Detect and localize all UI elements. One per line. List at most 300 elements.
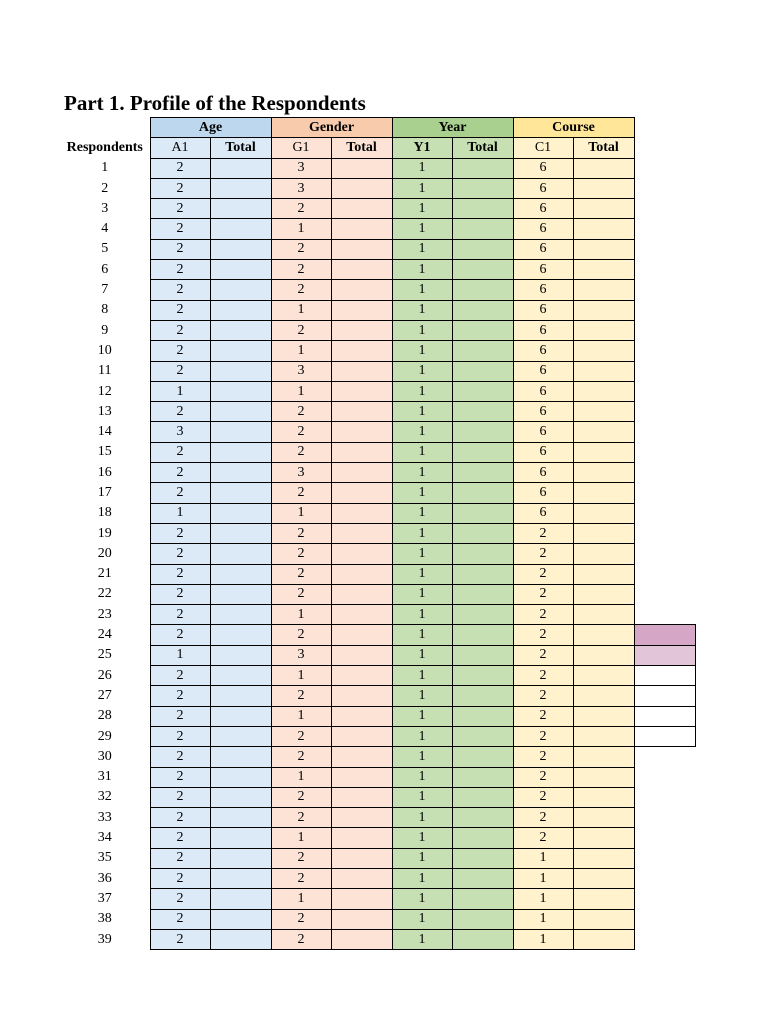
course-c1-cell[interactable]: 6 xyxy=(513,260,573,280)
year-total-cell[interactable] xyxy=(452,909,513,929)
side-cell[interactable] xyxy=(634,706,695,726)
gender-g1-cell[interactable]: 2 xyxy=(271,625,331,645)
side-cell[interactable] xyxy=(634,808,695,828)
age-a1-cell[interactable]: 2 xyxy=(150,605,210,625)
column-header-c1[interactable]: C1 xyxy=(513,138,573,158)
year-y1-cell[interactable]: 1 xyxy=(392,787,452,807)
course-c1-cell[interactable]: 6 xyxy=(513,463,573,483)
age-a1-cell[interactable]: 2 xyxy=(150,909,210,929)
course-c1-cell[interactable]: 1 xyxy=(513,848,573,868)
gender-total-cell[interactable] xyxy=(331,828,392,848)
year-y1-cell[interactable]: 1 xyxy=(392,726,452,746)
course-total-cell[interactable] xyxy=(573,178,634,198)
side-cell[interactable] xyxy=(634,787,695,807)
age-a1-cell[interactable]: 2 xyxy=(150,929,210,949)
side-cell[interactable] xyxy=(634,929,695,949)
year-total-cell[interactable] xyxy=(452,868,513,888)
gender-total-cell[interactable] xyxy=(331,260,392,280)
gender-total-cell[interactable] xyxy=(331,483,392,503)
age-a1-cell[interactable]: 2 xyxy=(150,199,210,219)
course-c1-cell[interactable]: 1 xyxy=(513,889,573,909)
year-total-cell[interactable] xyxy=(452,787,513,807)
age-total-cell[interactable] xyxy=(210,341,271,361)
age-total-cell[interactable] xyxy=(210,584,271,604)
respondent-number-cell[interactable]: 10 xyxy=(97,342,112,358)
respondent-number-cell[interactable]: 14 xyxy=(97,424,112,440)
age-a1-cell[interactable]: 2 xyxy=(150,158,210,178)
year-y1-cell[interactable]: 1 xyxy=(392,260,452,280)
course-total-cell[interactable] xyxy=(573,808,634,828)
year-y1-cell[interactable]: 1 xyxy=(392,422,452,442)
side-cell[interactable] xyxy=(634,767,695,787)
year-total-cell[interactable] xyxy=(452,483,513,503)
gender-g1-cell[interactable]: 2 xyxy=(271,868,331,888)
gender-g1-cell[interactable]: 3 xyxy=(271,158,331,178)
year-y1-cell[interactable]: 1 xyxy=(392,239,452,259)
age-a1-cell[interactable]: 2 xyxy=(150,239,210,259)
gender-g1-cell[interactable]: 1 xyxy=(271,706,331,726)
respondent-number-cell[interactable]: 22 xyxy=(97,586,112,602)
age-total-cell[interactable] xyxy=(210,544,271,564)
course-total-cell[interactable] xyxy=(573,544,634,564)
gender-g1-cell[interactable]: 1 xyxy=(271,219,331,239)
course-c1-cell[interactable]: 2 xyxy=(513,828,573,848)
side-cell[interactable] xyxy=(634,848,695,868)
age-a1-cell[interactable]: 2 xyxy=(150,747,210,767)
age-total-cell[interactable] xyxy=(210,442,271,462)
age-a1-cell[interactable]: 1 xyxy=(150,503,210,523)
gender-total-cell[interactable] xyxy=(331,686,392,706)
course-c1-cell[interactable]: 2 xyxy=(513,808,573,828)
year-total-cell[interactable] xyxy=(452,584,513,604)
age-total-cell[interactable] xyxy=(210,747,271,767)
respondent-number-cell[interactable]: 16 xyxy=(97,464,112,480)
age-total-cell[interactable] xyxy=(210,828,271,848)
course-total-cell[interactable] xyxy=(573,787,634,807)
gender-g1-cell[interactable]: 1 xyxy=(271,828,331,848)
age-a1-cell[interactable]: 1 xyxy=(150,645,210,665)
gender-total-cell[interactable] xyxy=(331,726,392,746)
age-total-cell[interactable] xyxy=(210,260,271,280)
group-header-gender[interactable]: Gender xyxy=(271,118,392,138)
course-total-cell[interactable] xyxy=(573,381,634,401)
course-total-cell[interactable] xyxy=(573,483,634,503)
age-a1-cell[interactable]: 2 xyxy=(150,767,210,787)
year-total-cell[interactable] xyxy=(452,605,513,625)
age-a1-cell[interactable]: 2 xyxy=(150,686,210,706)
side-cell[interactable] xyxy=(634,544,695,564)
age-a1-cell[interactable]: 3 xyxy=(150,422,210,442)
year-total-cell[interactable] xyxy=(452,463,513,483)
respondent-number-cell[interactable]: 20 xyxy=(97,545,112,561)
gender-g1-cell[interactable]: 2 xyxy=(271,564,331,584)
course-c1-cell[interactable]: 2 xyxy=(513,625,573,645)
course-total-cell[interactable] xyxy=(573,320,634,340)
respondent-number-cell[interactable]: 4 xyxy=(101,221,109,237)
gender-g1-cell[interactable]: 1 xyxy=(271,605,331,625)
age-total-cell[interactable] xyxy=(210,726,271,746)
year-y1-cell[interactable]: 1 xyxy=(392,544,452,564)
course-c1-cell[interactable]: 6 xyxy=(513,158,573,178)
side-cell[interactable] xyxy=(634,889,695,909)
side-cell[interactable] xyxy=(634,523,695,543)
age-a1-cell[interactable]: 2 xyxy=(150,666,210,686)
year-y1-cell[interactable]: 1 xyxy=(392,503,452,523)
course-c1-cell[interactable]: 2 xyxy=(513,666,573,686)
course-c1-cell[interactable]: 2 xyxy=(513,605,573,625)
course-total-cell[interactable] xyxy=(573,260,634,280)
side-cell[interactable] xyxy=(634,381,695,401)
gender-g1-cell[interactable]: 1 xyxy=(271,381,331,401)
age-a1-cell[interactable]: 2 xyxy=(150,889,210,909)
side-cell[interactable] xyxy=(634,747,695,767)
age-total-cell[interactable] xyxy=(210,889,271,909)
course-total-cell[interactable] xyxy=(573,645,634,665)
gender-total-cell[interactable] xyxy=(331,767,392,787)
course-c1-cell[interactable]: 2 xyxy=(513,544,573,564)
course-total-cell[interactable] xyxy=(573,848,634,868)
gender-g1-cell[interactable]: 2 xyxy=(271,929,331,949)
age-total-cell[interactable] xyxy=(210,503,271,523)
gender-total-cell[interactable] xyxy=(331,889,392,909)
year-total-cell[interactable] xyxy=(452,341,513,361)
year-total-cell[interactable] xyxy=(452,726,513,746)
year-total-cell[interactable] xyxy=(452,523,513,543)
year-total-cell[interactable] xyxy=(452,929,513,949)
age-total-cell[interactable] xyxy=(210,361,271,381)
gender-g1-cell[interactable]: 2 xyxy=(271,584,331,604)
respondent-number-cell[interactable]: 19 xyxy=(97,525,112,541)
year-total-cell[interactable] xyxy=(452,361,513,381)
year-y1-cell[interactable]: 1 xyxy=(392,564,452,584)
course-c1-cell[interactable]: 6 xyxy=(513,361,573,381)
year-total-cell[interactable] xyxy=(452,503,513,523)
respondent-number-cell[interactable]: 36 xyxy=(97,870,112,886)
gender-g1-cell[interactable]: 1 xyxy=(271,767,331,787)
course-c1-cell[interactable]: 6 xyxy=(513,320,573,340)
year-y1-cell[interactable]: 1 xyxy=(392,889,452,909)
course-total-cell[interactable] xyxy=(573,280,634,300)
age-total-cell[interactable] xyxy=(210,868,271,888)
respondent-number-cell[interactable]: 7 xyxy=(101,282,109,298)
respondent-number-cell[interactable]: 24 xyxy=(97,627,112,643)
age-total-cell[interactable] xyxy=(210,605,271,625)
side-cell[interactable] xyxy=(634,868,695,888)
course-total-cell[interactable] xyxy=(573,341,634,361)
age-a1-cell[interactable]: 2 xyxy=(150,828,210,848)
course-c1-cell[interactable]: 2 xyxy=(513,564,573,584)
side-cell[interactable] xyxy=(634,260,695,280)
year-y1-cell[interactable]: 1 xyxy=(392,767,452,787)
gender-g1-cell[interactable]: 2 xyxy=(271,787,331,807)
year-y1-cell[interactable]: 1 xyxy=(392,605,452,625)
year-total-cell[interactable] xyxy=(452,645,513,665)
year-total-cell[interactable] xyxy=(452,300,513,320)
year-total-cell[interactable] xyxy=(452,625,513,645)
side-cell[interactable] xyxy=(634,300,695,320)
year-y1-cell[interactable]: 1 xyxy=(392,300,452,320)
course-c1-cell[interactable]: 2 xyxy=(513,523,573,543)
side-cell[interactable] xyxy=(634,219,695,239)
year-total-cell[interactable] xyxy=(452,747,513,767)
course-total-cell[interactable] xyxy=(573,158,634,178)
course-c1-cell[interactable]: 6 xyxy=(513,422,573,442)
year-y1-cell[interactable]: 1 xyxy=(392,868,452,888)
year-total-cell[interactable] xyxy=(452,320,513,340)
gender-g1-cell[interactable]: 2 xyxy=(271,808,331,828)
course-total-cell[interactable] xyxy=(573,523,634,543)
age-total-cell[interactable] xyxy=(210,523,271,543)
gender-total-cell[interactable] xyxy=(331,320,392,340)
year-total-cell[interactable] xyxy=(452,544,513,564)
course-total-cell[interactable] xyxy=(573,747,634,767)
course-total-cell[interactable] xyxy=(573,503,634,523)
course-c1-cell[interactable]: 6 xyxy=(513,341,573,361)
column-header-course-total[interactable]: Total xyxy=(573,138,634,158)
course-total-cell[interactable] xyxy=(573,929,634,949)
year-y1-cell[interactable]: 1 xyxy=(392,828,452,848)
year-total-cell[interactable] xyxy=(452,666,513,686)
age-a1-cell[interactable]: 2 xyxy=(150,178,210,198)
group-header-course[interactable]: Course xyxy=(513,118,634,138)
respondent-number-cell[interactable]: 17 xyxy=(97,484,112,500)
age-a1-cell[interactable]: 2 xyxy=(150,726,210,746)
course-total-cell[interactable] xyxy=(573,564,634,584)
age-a1-cell[interactable]: 2 xyxy=(150,463,210,483)
side-cell[interactable] xyxy=(634,666,695,686)
course-c1-cell[interactable]: 6 xyxy=(513,381,573,401)
age-a1-cell[interactable]: 2 xyxy=(150,564,210,584)
gender-g1-cell[interactable]: 2 xyxy=(271,402,331,422)
respondent-number-cell[interactable]: 32 xyxy=(97,789,112,805)
age-total-cell[interactable] xyxy=(210,199,271,219)
gender-g1-cell[interactable]: 1 xyxy=(271,666,331,686)
side-cell[interactable] xyxy=(634,909,695,929)
course-total-cell[interactable] xyxy=(573,402,634,422)
gender-g1-cell[interactable]: 1 xyxy=(271,300,331,320)
course-c1-cell[interactable]: 1 xyxy=(513,929,573,949)
gender-total-cell[interactable] xyxy=(331,544,392,564)
gender-g1-cell[interactable]: 3 xyxy=(271,645,331,665)
course-c1-cell[interactable]: 2 xyxy=(513,645,573,665)
side-cell[interactable] xyxy=(634,361,695,381)
gender-g1-cell[interactable]: 3 xyxy=(271,463,331,483)
year-total-cell[interactable] xyxy=(452,767,513,787)
respondent-number-cell[interactable]: 9 xyxy=(101,322,109,338)
gender-total-cell[interactable] xyxy=(331,645,392,665)
column-header-a1[interactable]: A1 xyxy=(150,138,210,158)
year-total-cell[interactable] xyxy=(452,260,513,280)
gender-g1-cell[interactable]: 2 xyxy=(271,726,331,746)
respondent-number-cell[interactable]: 29 xyxy=(97,728,112,744)
year-total-cell[interactable] xyxy=(452,848,513,868)
gender-g1-cell[interactable]: 2 xyxy=(271,239,331,259)
respondent-number-cell[interactable]: 33 xyxy=(97,809,112,825)
side-cell[interactable] xyxy=(634,422,695,442)
gender-total-cell[interactable] xyxy=(331,868,392,888)
year-y1-cell[interactable]: 1 xyxy=(392,158,452,178)
respondent-number-cell[interactable]: 3 xyxy=(101,200,109,216)
age-total-cell[interactable] xyxy=(210,219,271,239)
year-y1-cell[interactable]: 1 xyxy=(392,645,452,665)
respondent-number-cell[interactable]: 21 xyxy=(97,566,112,582)
gender-g1-cell[interactable]: 1 xyxy=(271,503,331,523)
gender-total-cell[interactable] xyxy=(331,584,392,604)
side-cell[interactable] xyxy=(634,483,695,503)
year-total-cell[interactable] xyxy=(452,686,513,706)
gender-g1-cell[interactable]: 3 xyxy=(271,178,331,198)
column-header-year-total[interactable]: Total xyxy=(452,138,513,158)
gender-total-cell[interactable] xyxy=(331,848,392,868)
gender-total-cell[interactable] xyxy=(331,503,392,523)
gender-total-cell[interactable] xyxy=(331,747,392,767)
age-total-cell[interactable] xyxy=(210,808,271,828)
side-cell[interactable] xyxy=(634,564,695,584)
age-total-cell[interactable] xyxy=(210,300,271,320)
course-c1-cell[interactable]: 2 xyxy=(513,726,573,746)
age-total-cell[interactable] xyxy=(210,929,271,949)
gender-total-cell[interactable] xyxy=(331,787,392,807)
respondent-number-cell[interactable]: 15 xyxy=(97,444,112,460)
age-total-cell[interactable] xyxy=(210,909,271,929)
gender-total-cell[interactable] xyxy=(331,381,392,401)
side-cell[interactable] xyxy=(634,584,695,604)
age-a1-cell[interactable]: 2 xyxy=(150,260,210,280)
gender-g1-cell[interactable]: 2 xyxy=(271,442,331,462)
course-c1-cell[interactable]: 6 xyxy=(513,178,573,198)
respondent-number-cell[interactable]: 18 xyxy=(97,505,112,521)
age-a1-cell[interactable]: 2 xyxy=(150,787,210,807)
age-a1-cell[interactable]: 2 xyxy=(150,320,210,340)
year-total-cell[interactable] xyxy=(452,808,513,828)
respondent-number-cell[interactable]: 1 xyxy=(101,160,109,176)
side-cell[interactable] xyxy=(634,442,695,462)
age-total-cell[interactable] xyxy=(210,178,271,198)
gender-total-cell[interactable] xyxy=(331,605,392,625)
year-y1-cell[interactable]: 1 xyxy=(392,625,452,645)
course-total-cell[interactable] xyxy=(573,686,634,706)
respondent-number-cell[interactable]: 8 xyxy=(101,302,109,318)
age-total-cell[interactable] xyxy=(210,158,271,178)
year-y1-cell[interactable]: 1 xyxy=(392,929,452,949)
respondent-number-cell[interactable]: 27 xyxy=(97,687,112,703)
year-y1-cell[interactable]: 1 xyxy=(392,909,452,929)
course-total-cell[interactable] xyxy=(573,239,634,259)
side-cell[interactable] xyxy=(634,625,695,645)
course-c1-cell[interactable]: 6 xyxy=(513,300,573,320)
course-c1-cell[interactable]: 6 xyxy=(513,239,573,259)
course-total-cell[interactable] xyxy=(573,300,634,320)
age-total-cell[interactable] xyxy=(210,706,271,726)
year-total-cell[interactable] xyxy=(452,402,513,422)
year-y1-cell[interactable]: 1 xyxy=(392,686,452,706)
course-total-cell[interactable] xyxy=(573,909,634,929)
course-c1-cell[interactable]: 6 xyxy=(513,503,573,523)
course-total-cell[interactable] xyxy=(573,767,634,787)
age-total-cell[interactable] xyxy=(210,564,271,584)
side-cell[interactable] xyxy=(634,341,695,361)
gender-total-cell[interactable] xyxy=(331,909,392,929)
gender-total-cell[interactable] xyxy=(331,442,392,462)
age-a1-cell[interactable]: 2 xyxy=(150,808,210,828)
age-a1-cell[interactable]: 2 xyxy=(150,300,210,320)
gender-g1-cell[interactable]: 1 xyxy=(271,341,331,361)
course-c1-cell[interactable]: 2 xyxy=(513,706,573,726)
age-total-cell[interactable] xyxy=(210,666,271,686)
age-a1-cell[interactable]: 2 xyxy=(150,280,210,300)
respondent-number-cell[interactable]: 25 xyxy=(97,647,112,663)
course-total-cell[interactable] xyxy=(573,706,634,726)
course-total-cell[interactable] xyxy=(573,584,634,604)
gender-g1-cell[interactable]: 2 xyxy=(271,260,331,280)
age-a1-cell[interactable]: 2 xyxy=(150,341,210,361)
gender-total-cell[interactable] xyxy=(331,158,392,178)
age-total-cell[interactable] xyxy=(210,381,271,401)
respondent-number-cell[interactable]: 35 xyxy=(97,850,112,866)
respondent-number-cell[interactable]: 11 xyxy=(98,363,112,379)
age-a1-cell[interactable]: 2 xyxy=(150,483,210,503)
gender-g1-cell[interactable]: 2 xyxy=(271,848,331,868)
side-cell[interactable] xyxy=(634,158,695,178)
year-y1-cell[interactable]: 1 xyxy=(392,808,452,828)
course-total-cell[interactable] xyxy=(573,199,634,219)
gender-g1-cell[interactable]: 1 xyxy=(271,889,331,909)
respondent-number-cell[interactable]: 5 xyxy=(101,241,109,257)
side-cell[interactable] xyxy=(634,726,695,746)
age-total-cell[interactable] xyxy=(210,402,271,422)
year-y1-cell[interactable]: 1 xyxy=(392,463,452,483)
year-y1-cell[interactable]: 1 xyxy=(392,402,452,422)
column-header-y1[interactable]: Y1 xyxy=(392,138,452,158)
gender-g1-cell[interactable]: 2 xyxy=(271,422,331,442)
side-cell[interactable] xyxy=(634,686,695,706)
age-a1-cell[interactable]: 2 xyxy=(150,402,210,422)
course-total-cell[interactable] xyxy=(573,666,634,686)
course-c1-cell[interactable]: 6 xyxy=(513,280,573,300)
year-y1-cell[interactable]: 1 xyxy=(392,199,452,219)
column-header-respondents[interactable]: Respondents xyxy=(66,139,143,155)
gender-total-cell[interactable] xyxy=(331,178,392,198)
year-total-cell[interactable] xyxy=(452,706,513,726)
year-y1-cell[interactable]: 1 xyxy=(392,280,452,300)
respondent-number-cell[interactable]: 37 xyxy=(97,890,112,906)
age-total-cell[interactable] xyxy=(210,645,271,665)
course-total-cell[interactable] xyxy=(573,726,634,746)
side-cell[interactable] xyxy=(634,320,695,340)
respondent-number-cell[interactable]: 28 xyxy=(97,708,112,724)
age-total-cell[interactable] xyxy=(210,320,271,340)
course-c1-cell[interactable]: 2 xyxy=(513,787,573,807)
year-total-cell[interactable] xyxy=(452,889,513,909)
age-a1-cell[interactable]: 2 xyxy=(150,442,210,462)
gender-total-cell[interactable] xyxy=(331,402,392,422)
year-y1-cell[interactable]: 1 xyxy=(392,483,452,503)
year-total-cell[interactable] xyxy=(452,178,513,198)
course-total-cell[interactable] xyxy=(573,361,634,381)
respondent-number-cell[interactable]: 13 xyxy=(97,403,112,419)
gender-g1-cell[interactable]: 3 xyxy=(271,361,331,381)
gender-total-cell[interactable] xyxy=(331,564,392,584)
age-a1-cell[interactable]: 2 xyxy=(150,219,210,239)
course-c1-cell[interactable]: 6 xyxy=(513,199,573,219)
year-total-cell[interactable] xyxy=(452,239,513,259)
respondent-number-cell[interactable]: 6 xyxy=(101,261,109,277)
gender-total-cell[interactable] xyxy=(331,341,392,361)
side-cell[interactable] xyxy=(634,199,695,219)
year-total-cell[interactable] xyxy=(452,219,513,239)
course-total-cell[interactable] xyxy=(573,828,634,848)
age-total-cell[interactable] xyxy=(210,483,271,503)
